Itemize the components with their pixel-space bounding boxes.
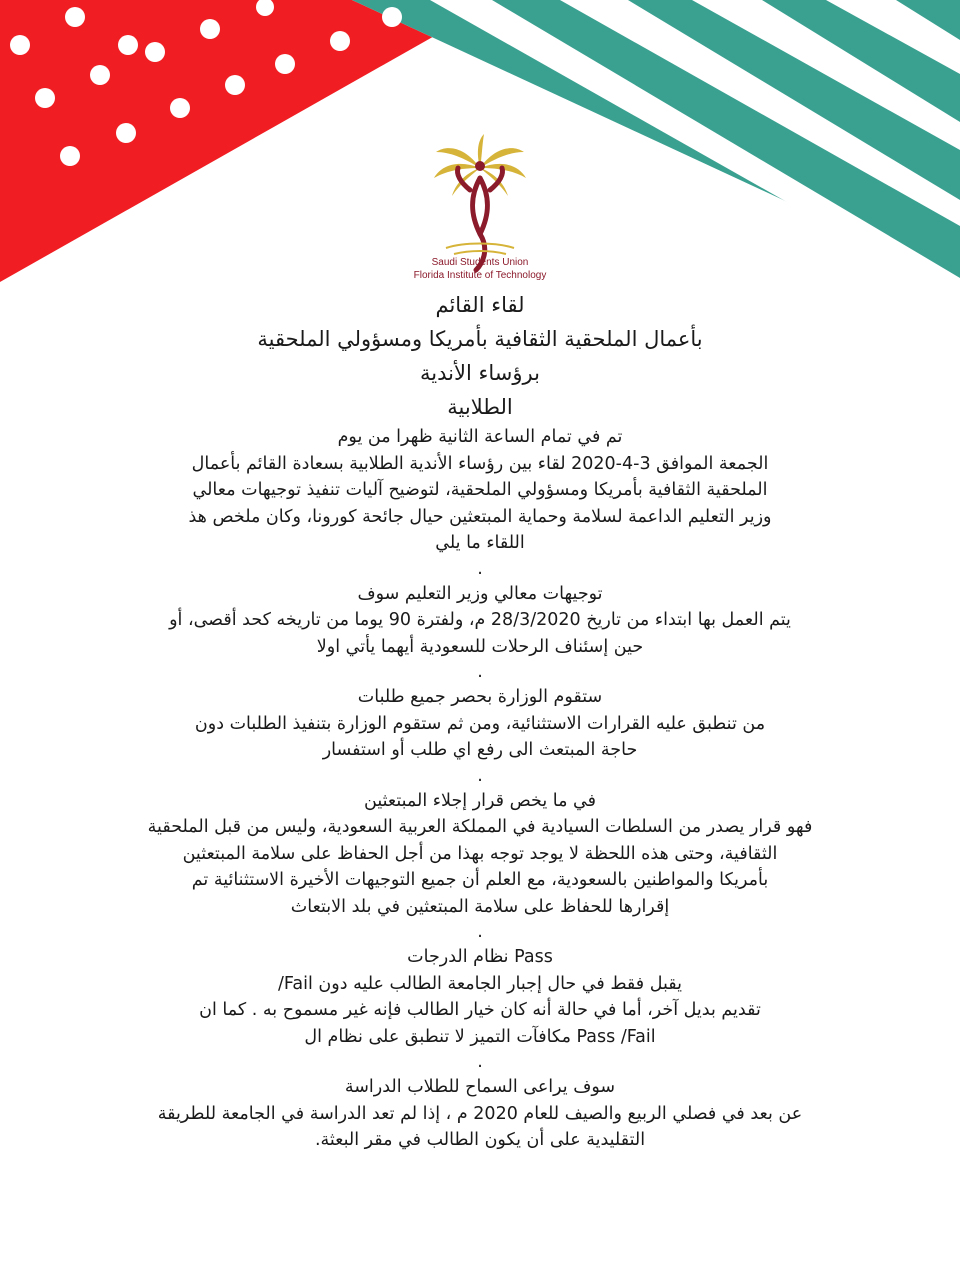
- section-line: يتم العمل بها ابتداء من تاريخ 28/3/2020 م، ولفترة 90 يوما من تاريخه كحد أقصى، أو: [169, 610, 791, 630]
- section-line: حاجة المبتعث الى رفع اي طلب أو استفسار: [322, 740, 638, 760]
- announcement-body: [60, 288, 900, 1154]
- polka-dot: [116, 123, 136, 143]
- polka-dot: [382, 7, 402, 27]
- title-line: بأعمال الملحقية الثقافية بأمريكا ومسؤولي الملحقية: [257, 327, 703, 351]
- section-evacuation: [60, 788, 900, 921]
- section-ministry-requests: [60, 684, 900, 764]
- title-line: برؤساء الأندية: [420, 361, 540, 385]
- section-line: من تنطبق عليه القرارات الاستثنائية، ومن ثم ستقوم الوزارة بتنفيذ الطلبات دون: [194, 713, 766, 734]
- announcement-title: [60, 288, 900, 424]
- section-heading: سوف يراعى السماح للطلاب الدراسة: [344, 1077, 616, 1097]
- intro-line: الجمعة الموافق 3-4-2020 لقاء بين رؤساء الأندية الطلابية بسعادة القائم بأعمال: [191, 453, 769, 474]
- polka-dot: [225, 75, 245, 95]
- polka-dot: [170, 98, 190, 118]
- title-line: الطلابية: [447, 395, 513, 419]
- section-line: تقديم بديل آخر، أما في حالة أنه كان خيار الطالب فإنه غير مسموح به . كما ان: [199, 1000, 761, 1020]
- section-line: الثقافية، وحتى هذه اللحظة لا يوجد توجه بهذا من أجل الحفاظ على سلامة المبتعثين: [182, 843, 778, 864]
- logo-caption-union: Saudi Students Union: [431, 257, 529, 268]
- section-grading-system: [60, 944, 900, 1050]
- section-heading: Pass نظام الدرجات: [407, 947, 553, 967]
- section-remote-study: [60, 1074, 900, 1154]
- polka-dot: [330, 31, 350, 51]
- intro-line: تم في تمام الساعة الثانية ظهرا من يوم: [337, 427, 623, 447]
- polka-dot: [200, 19, 220, 39]
- section-line: عن بعد في فصلي الربيع والصيف للعام 2020 م ، إذا لم تعد الدراسة في الجامعة للطريقة: [157, 1103, 803, 1124]
- polka-dot: [35, 88, 55, 108]
- intro-line: الملحقية الثقافية بأمريكا ومسؤولي الملحقية، لتوضيح آليات تنفيذ توجيهات معالي: [192, 480, 768, 500]
- section-heading: ستقوم الوزارة بحصر جميع طلبات: [357, 687, 603, 707]
- polka-dot: [65, 7, 85, 27]
- section-separator: .: [477, 1052, 483, 1072]
- polka-dot: [118, 35, 138, 55]
- section-separator: .: [477, 662, 483, 682]
- logo-caption-institute: Florida Institute of Technology: [413, 270, 547, 281]
- polka-dot: [275, 54, 295, 74]
- intro-line: اللقاء ما يلي: [435, 533, 525, 553]
- section-separator: .: [477, 765, 483, 786]
- polka-dot: [145, 42, 165, 62]
- section-separator: .: [477, 558, 483, 579]
- intro-line: وزير التعليم الداعمة لسلامة وحماية المبتعثين حيال جائحة كورونا، وكان ملخص هذ: [188, 506, 772, 527]
- polka-dot: [90, 65, 110, 85]
- section-separator: .: [477, 922, 483, 942]
- section-heading: في ما يخص قرار إجلاء المبتعثين: [364, 790, 596, 811]
- section-line: التقليدية على أن يكون الطالب في مقر البعثة.: [314, 1130, 646, 1150]
- section-line: حين إسئناف الرحلات للسعودية أيهما يأتي اولا: [316, 636, 644, 657]
- section-line: يقبل فقط في حال إجبار الجامعة الطالب عليه دون Fail/: [278, 973, 682, 994]
- section-line: فهو قرار يصدر من السلطات السيادية في المملكة العربية السعودية، وليس من قبل الملحقية: [147, 817, 813, 837]
- ground-lines-icon: [446, 244, 514, 255]
- section-line: Pass /Fail مكافآت التميز لا تنطبق على نظام ال: [304, 1026, 656, 1047]
- polka-dot: [60, 146, 80, 166]
- section-line: بأمريكا والمواطنين بالسعودية، مع العلم أن جميع التوجيهات الأخيرة الاستثنائية تم: [191, 870, 769, 890]
- title-line: لقاء القائم: [435, 293, 525, 317]
- polka-dot: [10, 35, 30, 55]
- intro-paragraph: [60, 424, 900, 557]
- section-heading: توجيهات معالي وزير التعليم سوف: [357, 583, 603, 604]
- section-minister-directives: [60, 581, 900, 661]
- section-line: إقرارها للحفاظ على سلامة المبتعثين في بلد الابتعاث: [290, 896, 670, 917]
